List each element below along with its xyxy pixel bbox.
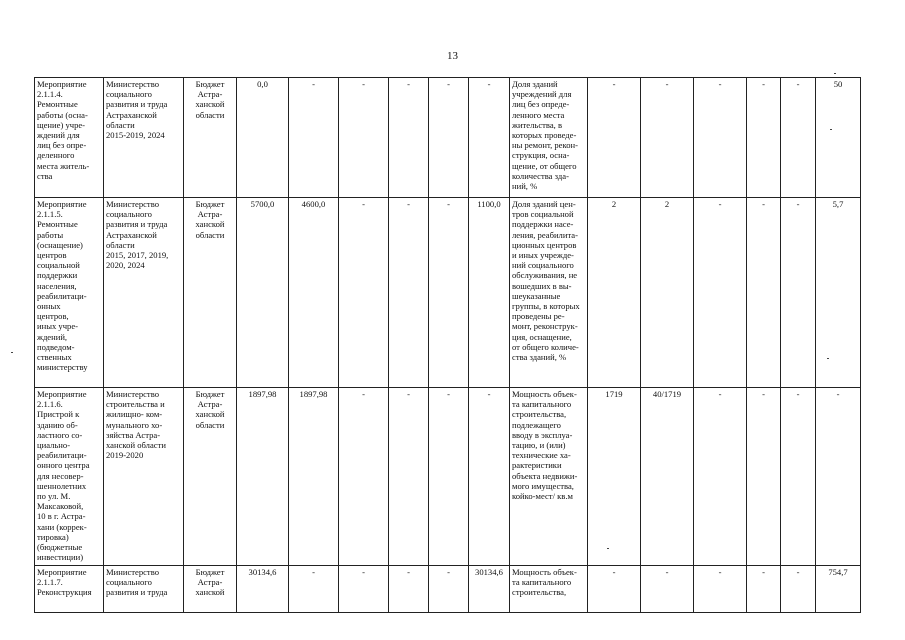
indicator-value-cell xyxy=(588,388,641,566)
indicator-cell-text: Доля зданий учреждений для лиц без опреде- ленного места жительства, в которых проведе- ны ремонт, рекон- струкция, осна- щение, от общего количества зда- ний, % xyxy=(512,79,578,192)
table-row xyxy=(35,566,861,613)
value-cell xyxy=(389,388,429,566)
event-cell-text: Мероприятие 2.1.1.7. Реконструкция xyxy=(37,567,92,598)
indicator-value-cell-text: 5,7 xyxy=(832,199,844,209)
value-cell xyxy=(389,78,429,198)
program-events-table xyxy=(34,77,861,613)
value-cell xyxy=(389,566,429,613)
indicator-value-cell xyxy=(641,78,694,198)
value-cell xyxy=(429,198,469,388)
value-cell xyxy=(389,198,429,388)
value-cell xyxy=(429,388,469,566)
indicator-value-cell-text: - xyxy=(718,79,722,89)
indicator-cell xyxy=(510,388,588,566)
indicator-value-cell xyxy=(641,566,694,613)
value-cell xyxy=(237,566,289,613)
value-cell-text: - xyxy=(312,79,315,89)
value-cell-text: - xyxy=(447,199,450,209)
funding-source-cell xyxy=(184,198,237,388)
value-cell xyxy=(237,388,289,566)
value-cell xyxy=(289,388,339,566)
value-cell-text: - xyxy=(362,199,365,209)
indicator-value-cell-text: 2 xyxy=(664,199,670,209)
value-cell-text: - xyxy=(362,389,365,399)
executor-cell-text: Министерство строительства и жилищно- ком- мунального хо- зяйства Астра- ханской области 2019-2020 xyxy=(106,389,166,461)
indicator-value-cell-text: - xyxy=(718,199,722,209)
indicator-value-cell-text: - xyxy=(718,567,722,577)
indicator-value-cell-text: 50 xyxy=(833,79,843,89)
value-cell xyxy=(469,566,510,613)
indicator-value-cell xyxy=(747,198,781,388)
value-cell-text: - xyxy=(362,567,365,577)
event-cell xyxy=(35,566,104,613)
executor-cell-text: Министерство социального развития и труда Астраханской области 2015, 2017, 2019, 2020, 2024 xyxy=(106,199,169,271)
scan-speck xyxy=(830,129,832,130)
value-cell xyxy=(469,198,510,388)
scan-speck xyxy=(607,548,609,549)
event-cell-text: Мероприятие 2.1.1.6. Пристрой к зданию об- ластного со- циально- реабилитаци- онного центра для несовер- шеннолетних по ул. М. Максаковой, 10 в г. Астра- хани (коррек- тировка) (бюджетные инвестиции) xyxy=(37,389,90,563)
value-cell-text: 30134,6 xyxy=(475,567,503,577)
indicator-value-cell-text: - xyxy=(762,199,765,209)
executor-cell-text: Министерство социального развития и труда xyxy=(106,567,168,598)
value-cell-text: 1100,0 xyxy=(477,199,501,209)
indicator-cell-text: Мощность объек- та капитального строительства, xyxy=(512,567,577,598)
value-cell xyxy=(339,566,389,613)
indicator-value-cell-text: - xyxy=(796,79,800,89)
value-cell-text: 0,0 xyxy=(257,79,268,89)
value-cell-text: - xyxy=(362,79,365,89)
indicator-value-cell xyxy=(747,566,781,613)
indicator-value-cell-text: - xyxy=(665,567,669,577)
table-row xyxy=(35,78,861,198)
executor-cell xyxy=(104,566,184,613)
value-cell xyxy=(429,566,469,613)
indicator-value-cell xyxy=(816,78,861,198)
funding-source-cell xyxy=(184,388,237,566)
indicator-value-cell-text: - xyxy=(665,79,669,89)
indicator-value-cell-text: - xyxy=(762,389,765,399)
indicator-value-cell xyxy=(781,198,816,388)
event-cell xyxy=(35,78,104,198)
indicator-value-cell xyxy=(641,198,694,388)
indicator-value-cell-text: - xyxy=(612,79,616,89)
value-cell xyxy=(237,198,289,388)
value-cell xyxy=(237,78,289,198)
indicator-value-cell xyxy=(816,388,861,566)
value-cell xyxy=(469,78,510,198)
indicator-value-cell-text: - xyxy=(796,389,800,399)
event-cell-text: Мероприятие 2.1.1.5. Ремонтные работы (оснащение) центров социальной поддержки населения, реабилитаци- онных центров, иных учре- ждений, подведом- ственных министерству xyxy=(37,199,88,373)
indicator-value-cell xyxy=(694,388,747,566)
value-cell xyxy=(429,78,469,198)
value-cell-text: - xyxy=(312,567,315,577)
funding-source-cell-text: Бюджет Астра- ханской xyxy=(195,567,225,598)
indicator-value-cell xyxy=(641,388,694,566)
indicator-value-cell xyxy=(588,78,641,198)
value-cell-text: - xyxy=(407,567,410,577)
indicator-value-cell-text: 40/1719 xyxy=(652,389,682,399)
page-number: 13 xyxy=(447,50,458,62)
indicator-value-cell-text: - xyxy=(718,389,722,399)
indicator-value-cell-text: - xyxy=(836,389,840,399)
indicator-value-cell-text: - xyxy=(762,567,765,577)
executor-cell-text: Министерство социального развития и труда Астраханской области 2015-2019, 2024 xyxy=(106,79,168,141)
indicator-cell-text: Доля зданий цен- тров социальной поддержки насе- ления, реабилита- ционных центров и иных учрежде- ний социального обслуживания, не вошедших в вы- шеуказанные группы, в которых проведены ре- монт, реконструк- ция, оснащение, от общего количе- ства зданий, % xyxy=(512,199,580,363)
indicator-value-cell xyxy=(816,566,861,613)
value-cell xyxy=(289,198,339,388)
event-cell-text: Мероприятие 2.1.1.4. Ремонтные работы (осна- щение) учре- ждений для лиц без опре- деленного места житель- ства xyxy=(37,79,90,181)
indicator-value-cell xyxy=(694,566,747,613)
funding-source-cell-text: Бюджет Астра- ханской области xyxy=(195,389,225,430)
event-cell xyxy=(35,198,104,388)
indicator-value-cell xyxy=(588,566,641,613)
value-cell xyxy=(289,566,339,613)
value-cell xyxy=(289,78,339,198)
value-cell xyxy=(339,78,389,198)
scan-speck xyxy=(11,352,13,353)
value-cell-text: 30134,6 xyxy=(248,567,277,577)
indicator-value-cell-text: 754,7 xyxy=(828,567,848,577)
table-row xyxy=(35,388,861,566)
value-cell-text: 1897,98 xyxy=(248,389,277,399)
value-cell-text: - xyxy=(447,389,450,399)
executor-cell xyxy=(104,388,184,566)
scan-speck xyxy=(834,73,836,74)
indicator-value-cell-text: - xyxy=(762,79,765,89)
value-cell-text: 1897,98 xyxy=(299,389,328,399)
executor-cell xyxy=(104,198,184,388)
funding-source-cell xyxy=(184,78,237,198)
indicator-value-cell xyxy=(694,198,747,388)
value-cell-text: 4600,0 xyxy=(301,199,326,209)
indicator-value-cell-text: 1719 xyxy=(605,389,623,399)
indicator-cell xyxy=(510,566,588,613)
scan-speck xyxy=(827,358,829,359)
indicator-cell xyxy=(510,78,588,198)
funding-source-cell-text: Бюджет Астра- ханской области xyxy=(195,79,225,120)
indicator-cell-text: Мощность объек- та капитального строительства, подлежащего вводу в эксплуа- тацию, и (или) технические ха- рактеристики объекта недвижи- мого имущества, койко-мест/ кв.м xyxy=(512,389,578,502)
value-cell xyxy=(469,388,510,566)
indicator-value-cell xyxy=(816,198,861,388)
indicator-value-cell xyxy=(694,78,747,198)
funding-source-cell-text: Бюджет Астра- ханской области xyxy=(195,199,225,240)
table-row xyxy=(35,198,861,388)
value-cell-text: - xyxy=(407,389,410,399)
indicator-value-cell-text: - xyxy=(796,567,800,577)
value-cell-text: - xyxy=(487,389,491,399)
funding-source-cell xyxy=(184,566,237,613)
value-cell xyxy=(339,198,389,388)
indicator-value-cell-text: - xyxy=(612,567,616,577)
indicator-value-cell xyxy=(781,78,816,198)
value-cell-text: - xyxy=(447,567,450,577)
executor-cell xyxy=(104,78,184,198)
indicator-value-cell xyxy=(781,388,816,566)
value-cell-text: 5700,0 xyxy=(250,199,275,209)
indicator-value-cell xyxy=(747,388,781,566)
value-cell-text: - xyxy=(407,79,410,89)
indicator-value-cell xyxy=(781,566,816,613)
value-cell-text: - xyxy=(447,79,450,89)
indicator-value-cell-text: - xyxy=(796,199,800,209)
indicator-value-cell xyxy=(588,198,641,388)
value-cell-text: - xyxy=(407,199,410,209)
event-cell xyxy=(35,388,104,566)
indicator-value-cell xyxy=(747,78,781,198)
value-cell-text: - xyxy=(487,79,491,89)
indicator-cell xyxy=(510,198,588,388)
value-cell xyxy=(339,388,389,566)
indicator-value-cell-text: 2 xyxy=(611,199,617,209)
